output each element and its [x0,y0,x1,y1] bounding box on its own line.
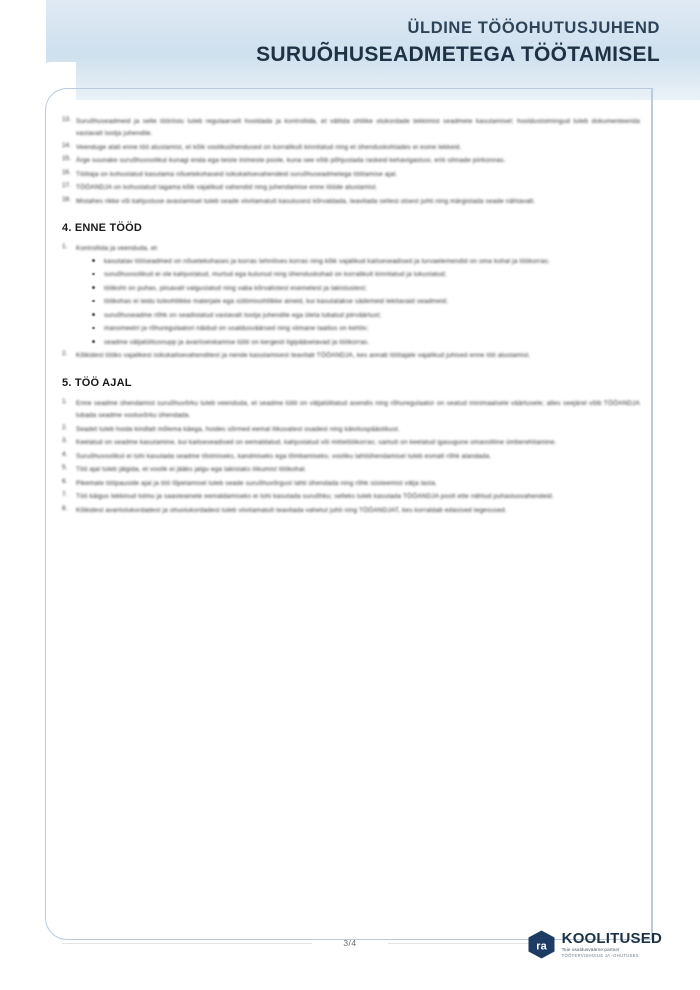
list-item-text: Keelatud on seadme kasutamine, kui kaitseseadised on eemaldatud, kahjustatud või mittetöökorras; samuti on keelatud igasugune omavoliline ümberehitamine. [76,439,557,447]
list-item-number: 14. [62,141,71,149]
bullet-icon [92,286,95,289]
list-item [62,504,640,517]
list-item-text: Seadet tuleb hoida kindlalt mõlema käega, hoides sõrmed eemal liikuvatest osadest ning käivituspäästikust. [76,425,400,433]
logo-text-block [562,931,662,959]
list-item-number: 2. [62,350,68,358]
bullet-icon [92,327,95,330]
section4-list [62,243,640,362]
list-item [104,310,640,322]
section5-list [62,398,640,517]
list-item [62,155,640,167]
list-item-number: 2. [62,423,68,431]
list-item [104,323,640,335]
list-item-number: 8. [62,504,68,512]
list-item-text: seadme väljalülitusnupp ja avariiseiskamise lüliti on kergesti ligipääsetavad ja töökorras. [104,338,370,346]
document-body [62,116,640,518]
list-item [62,450,640,463]
list-item-number: 18. [62,195,71,203]
list-item [104,296,640,308]
section-heading-too-ajal: 5. TÖÖ AJAL [62,376,132,389]
list-item-number: 16. [62,168,71,176]
bullet-icon [92,340,95,343]
list-item-text: Kõikidest avariiolukordadest ja ohuolukordadest tuleb viivitamatult teavitada vahetut juhti ning TÖÖANDJAT, kes korraldab edasised tegevused. [76,506,507,514]
bullet-icon [92,259,95,262]
list-item-text: Töö ajal tuleb jälgida, et voolik ei jääks jalgu ega takistaks liikumist töökohal. [76,466,307,474]
list-item [62,141,640,154]
list-item-text: Kõikidest tööks vajalikest isikukaitsevahenditest ja nende kasutamisest teavitab TÖÖANDJA, kes annab töötajale vajalikud juhised enne töö alustamist. [76,352,531,360]
top-continued-list [62,116,640,208]
section-heading-enne-tood: 4. ENNE TÖÖD [62,222,143,235]
list-item-number: 1. [62,243,68,251]
logo-title: KOOLITUSED [561,929,662,947]
list-item [62,168,640,181]
list-item-number: 3. [62,437,68,445]
list-item [62,477,640,490]
list-item [62,243,640,349]
list-item-number: 17. [62,182,71,190]
list-item-text: TÖÖANDJA on kohustatud tagama kõik vajalikud vahendid ning juhendamise enne tööde alustamist. [76,184,378,192]
svg-text:ra: ra [535,940,547,953]
list-item-number: 6. [62,477,68,485]
footer-divider-right [388,943,548,944]
section4-sublist [104,256,640,349]
list-item [62,182,640,194]
list-item-number: 7. [62,491,68,499]
list-item-text: suruõhuvoolikud ei ole kahjustatud, murtud ega kulunud ning ühenduskohad on korralikult kinnitatud ja lukustatud; [104,271,447,279]
list-item-number: 5. [62,464,68,472]
document-footer [0,930,700,990]
footer-divider-left [62,943,312,944]
list-item [62,116,640,141]
list-item-text: Suruõhuvoolikut ei tohi kasutada seadme tõstmiseks, kandmiseks ega tõmbamiseks; vooliku lahtiühendamisel tuleb esmalt rõhk alandada. [76,452,492,460]
list-item-text: Mistahes rikke või kahjustuse avastamisel tuleb seade viivitamatult kasutusest kõrvaldada, teavitada sellest otsest juhti ning märgistada seade nähtavalt. [76,197,536,205]
list-item-text: Suruõhuseadmeid ja selle tööriistu tuleb regulaarselt hooldada ja kontrollida, et vältida ohtlike olukordade tekkimist seadmete kasutamisel; hooldustoimingud tuleb dokumenteerida vastavalt tootja juhendile. [76,118,640,138]
list-item [62,491,640,503]
list-item-number: 13. [62,116,71,123]
list-item-text: Veenduge alati enne töö alustamist, et kõik voolikuühendused on korralikult kinnitatud ning et ühenduskohtades ei esine lekkeid. [76,143,462,151]
list-item [62,464,640,476]
list-item-number: 1. [62,397,68,405]
document-header [0,0,700,100]
list-item-number: 15. [62,155,71,163]
list-item [104,269,640,281]
list-item-text: suruõhuseadme rõhk on seadistatud vastavalt tootja juhendile ega ületa lubatud piirväärtust; [104,311,382,319]
logo-tagline: Teie usaldusväärne partner [561,947,620,953]
list-item-text: Kontrollida ja veenduda, et: [76,245,159,253]
list-item-text: töökohas ei leidu tuleohtlikke materjale ega süttimisohtlikke aineid, kui kasutatakse sädemeid tekitavaid seadmeid; [104,298,448,306]
list-item [62,350,640,362]
list-item-text: Ärge suunake suruõhuvoolikut kunagi enda ega teiste inimeste poole, kuna see võib põhjustada raskeid kehavigastusi, eriti silmade piirkonnas. [76,157,506,165]
logo-subtagline: TÖÖTERVISHOIUS JA -OHUTUSES [561,953,639,959]
list-item [62,195,640,208]
header-title: SURUÕHUSEADMETEGA TÖÖTAMISEL [256,42,660,66]
list-item-text: Töötaja on kohustatud kasutama nõuetekohaseid isikukaitsevahendeid suruõhuseadmetega töötamise ajal. [76,170,398,178]
list-item-text: Töö käigus tekkinud tolmu ja saasteainete eemaldamiseks ei tohi kasutada suruõhku; selleks tuleb kasutada TÖÖANDJA poolt ette nähtud puhastusvahendeid. [76,493,554,501]
list-item [104,283,640,295]
bullet-icon [92,313,95,316]
bullet-icon [92,273,95,276]
list-item [62,397,640,423]
list-item-text: Pikemate tööpauside ajal ja töö lõpetamisel tuleb seade suruõhuvõrgust lahti ühendada ning rõhk süsteemist välja lasta. [76,479,438,487]
footer-logo [528,930,662,959]
list-item-text: töökoht on puhas, piisavalt valgustatud ning vaba kõrvalistest esemetest ja takistustest; [104,284,367,292]
list-item [62,423,640,436]
header-titles [256,18,660,68]
ra-logo-icon [528,930,555,959]
list-item-number: 4. [62,450,68,458]
bullet-icon [92,300,95,303]
header-subtitle: ÜLDINE TÖÖOHUTUSJUHEND [407,19,660,37]
list-item-text: manomeetri ja rõhuregulaatori näidud on usaldusväärsed ning viimane taatlus on kehtiv; [104,325,369,333]
list-item [104,256,640,268]
list-item [62,437,640,449]
list-item-text: kasutatav tööseadmed on nõuetekohases ja korras tehnilises korras ning kõik vajalikud kaitseseadised ja turvaelemendid on oma kohal ja töökorras; [104,257,550,265]
page-number: 3/4 [343,938,357,948]
list-item [104,337,640,349]
page-border-right [651,88,653,940]
list-item-text: Enne seadme ühendamist suruõhuvõrku tuleb veenduda, et seadme lüliti on väljalülitatud asendis ning rõhuregulaator on seatud minimaalsele väärtusele; alles seejärel võib TÖÖANDJA lubada seadme vooluvõrku ühendada. [76,399,640,420]
